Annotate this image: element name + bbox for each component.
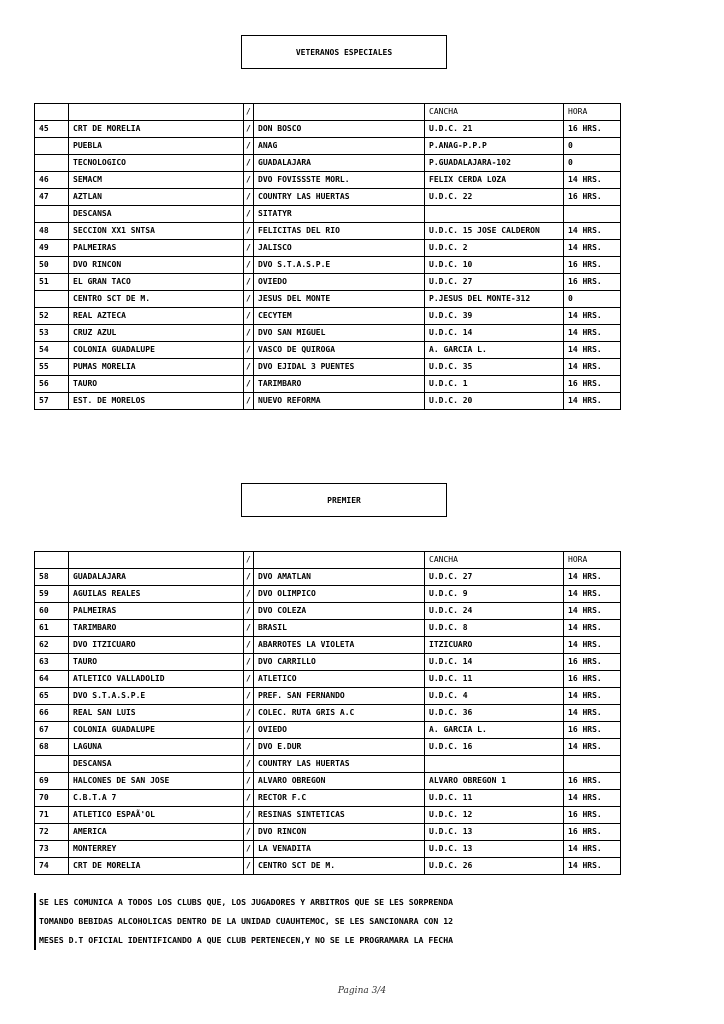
page-number: Pagina 3/4 [337,986,387,996]
cell-hora: 0 [564,291,621,308]
notice-line: MESES D.T OFICIAL IDENTIFICANDO A QUE CLUB PERTENECEN,Y NO SE LE PROGRAMARA LA FECHA [39,935,454,945]
cell-home: PALMEIRAS [69,240,244,257]
cell-cancha: P.ANAG-P.P.P [425,138,564,155]
cell-sep: / [244,739,254,756]
cell-cancha: U.D.C. 21 [425,121,564,138]
cell-hora: 16 HRS. [564,671,621,688]
table-row [35,807,621,824]
table-row [35,841,621,858]
cell-away: OVIEDO [254,722,425,739]
cell-away: DVO RINCON [254,824,425,841]
cell-cancha: U.D.C. 22 [425,189,564,206]
cell-home: LAGUNA [69,739,244,756]
cell-cancha: U.D.C. 11 [425,790,564,807]
cell-num [35,552,69,569]
table-row [35,223,621,240]
cell-hora: 14 HRS. [564,240,621,257]
cell-hora: 14 HRS. [564,308,621,325]
cell-cancha: U.D.C. 36 [425,705,564,722]
cell-sep: / [244,807,254,824]
cell-hora: 16 HRS. [564,376,621,393]
table-row [35,308,621,325]
cell-hora: 14 HRS. [564,620,621,637]
cell-cancha: ALVARO OBREGON 1 [425,773,564,790]
notice-text [34,893,599,950]
cell-hora: 14 HRS. [564,359,621,376]
cell-hora: 16 HRS. [564,274,621,291]
notice-line: TOMANDO BEBIDAS ALCOHOLICAS DENTRO DE LA UNIDAD CUAUHTEMOC, SE LES SANCIONARA CON 12 [39,916,454,926]
cell-home: CRUZ AZUL [69,325,244,342]
cell-hora: 16 HRS. [564,722,621,739]
table-row [35,257,621,274]
section-title-premier [241,483,447,517]
cell-sep: / [244,393,254,410]
cell-away: DVO SAN MIGUEL [254,325,425,342]
table-row [35,705,621,722]
cell-hora: 14 HRS. [564,705,621,722]
cell-away: ABARROTES LA VIOLETA [254,637,425,654]
cell-home: PALMEIRAS [69,603,244,620]
cell-cancha: FELIX CERDA LOZA [425,172,564,189]
table-row [35,586,621,603]
cell-num: 71 [35,807,69,824]
cell-away: COUNTRY LAS HUERTAS [254,189,425,206]
table-row [35,376,621,393]
cell-cancha: ITZICUARO [425,637,564,654]
cell-away: COLEC. RUTA GRIS A.C [254,705,425,722]
cell-num: 52 [35,308,69,325]
cell-away: LA VENADITA [254,841,425,858]
cell-home: SECCION XX1 SNTSA [69,223,244,240]
cell-away: CENTRO SCT DE M. [254,858,425,875]
cell-away: VASCO DE QUIROGA [254,342,425,359]
cell-hora [564,756,621,773]
cell-home: REAL AZTECA [69,308,244,325]
table-row [35,739,621,756]
cell-num [35,291,69,308]
cell-hora: 16 HRS. [564,807,621,824]
cell-hora: 16 HRS. [564,189,621,206]
cell-num: 73 [35,841,69,858]
section-title-text: VETERANOS ESPECIALES [295,47,393,57]
cell-num: 55 [35,359,69,376]
cell-sep: / [244,654,254,671]
cell-num: 48 [35,223,69,240]
table-row [35,325,621,342]
table-row [35,671,621,688]
cell-home: COLONIA GUADALUPE [69,342,244,359]
cell-home: DVO S.T.A.S.P.E [69,688,244,705]
table-row [35,393,621,410]
cell-num [35,138,69,155]
table-row [35,858,621,875]
table-header-row [35,104,621,121]
cell-home: CRT DE MORELIA [69,121,244,138]
cell-cancha: CANCHA [425,104,564,121]
cell-cancha: A. GARCIA L. [425,722,564,739]
cell-num: 66 [35,705,69,722]
cell-home: TECNOLOGICO [69,155,244,172]
cell-home: ATLETICO ESPAÃ'OL [69,807,244,824]
cell-home: PUEBLA [69,138,244,155]
cell-num: 61 [35,620,69,637]
cell-home: DVO ITZICUARO [69,637,244,654]
cell-away: COUNTRY LAS HUERTAS [254,756,425,773]
table-row [35,620,621,637]
cell-num: 64 [35,671,69,688]
cell-num: 56 [35,376,69,393]
cell-away: DVO OLIMPICO [254,586,425,603]
table-row [35,603,621,620]
cell-sep: / [244,257,254,274]
table-row [35,569,621,586]
table-row [35,240,621,257]
cell-away: DON BOSCO [254,121,425,138]
cell-cancha: U.D.C. 27 [425,569,564,586]
cell-hora: 14 HRS. [564,586,621,603]
cell-cancha: U.D.C. 24 [425,603,564,620]
cell-num: 65 [35,688,69,705]
cell-num: 50 [35,257,69,274]
cell-cancha: U.D.C. 14 [425,325,564,342]
cell-sep: / [244,274,254,291]
cell-away: DVO AMATLAN [254,569,425,586]
cell-sep: / [244,790,254,807]
cell-cancha: U.D.C. 27 [425,274,564,291]
cell-away: SITATYR [254,206,425,223]
section-title-text: PREMIER [327,495,361,505]
cell-home: CENTRO SCT DE M. [69,291,244,308]
cell-cancha: U.D.C. 16 [425,739,564,756]
cell-home: GUADALAJARA [69,569,244,586]
cell-sep: / [244,189,254,206]
cell-num [35,756,69,773]
cell-sep: / [244,172,254,189]
table-row [35,773,621,790]
cell-hora: 14 HRS. [564,841,621,858]
cell-hora: 14 HRS. [564,223,621,240]
cell-sep: / [244,671,254,688]
cell-num: 58 [35,569,69,586]
notice-line: SE LES COMUNICA A TODOS LOS CLUBS QUE, LOS JUGADORES Y ARBITROS QUE SE LES SORPRENDA [39,897,454,907]
cell-hora: 14 HRS. [564,688,621,705]
cell-num: 47 [35,189,69,206]
cell-sep: / [244,240,254,257]
cell-sep: / [244,308,254,325]
cell-away: BRASIL [254,620,425,637]
cell-home [69,104,244,121]
cell-home: CRT DE MORELIA [69,858,244,875]
table-row [35,359,621,376]
cell-hora: 16 HRS. [564,121,621,138]
cell-num: 63 [35,654,69,671]
cell-home: TAURO [69,376,244,393]
cell-sep: / [244,291,254,308]
table-row [35,637,621,654]
cell-sep: / [244,206,254,223]
cell-cancha: U.D.C. 4 [425,688,564,705]
table-row [35,155,621,172]
cell-home: EST. DE MORELOS [69,393,244,410]
cell-sep: / [244,756,254,773]
cell-hora: 14 HRS. [564,739,621,756]
cell-cancha [425,756,564,773]
cell-sep: / [244,223,254,240]
cell-sep: / [244,858,254,875]
cell-away [254,104,425,121]
cell-away: DVO FOVISSSTE MORL. [254,172,425,189]
cell-away [254,552,425,569]
cell-home: PUMAS MORELIA [69,359,244,376]
cell-hora: 14 HRS. [564,569,621,586]
cell-cancha: U.D.C. 14 [425,654,564,671]
cell-away: NUEVO REFORMA [254,393,425,410]
cell-hora: 0 [564,138,621,155]
table-row [35,121,621,138]
cell-cancha: U.D.C. 12 [425,807,564,824]
cell-num: 59 [35,586,69,603]
cell-away: ANAG [254,138,425,155]
cell-sep: / [244,586,254,603]
cell-num: 54 [35,342,69,359]
cell-away: DVO S.T.A.S.P.E [254,257,425,274]
cell-num [35,155,69,172]
cell-cancha: U.D.C. 9 [425,586,564,603]
cell-num: 53 [35,325,69,342]
cell-home: COLONIA GUADALUPE [69,722,244,739]
cell-sep: / [244,359,254,376]
cell-num: 60 [35,603,69,620]
cell-num: 72 [35,824,69,841]
cell-away: JESUS DEL MONTE [254,291,425,308]
cell-cancha [425,206,564,223]
cell-hora: HORA [564,552,621,569]
cell-home: MONTERREY [69,841,244,858]
cell-cancha: U.D.C. 35 [425,359,564,376]
cell-sep: / [244,552,254,569]
cell-away: DVO EJIDAL 3 PUENTES [254,359,425,376]
cell-away: GUADALAJARA [254,155,425,172]
cell-num: 45 [35,121,69,138]
cell-cancha: U.D.C. 1 [425,376,564,393]
cell-hora: 14 HRS. [564,393,621,410]
cell-num: 70 [35,790,69,807]
cell-hora: 16 HRS. [564,257,621,274]
cell-num: 74 [35,858,69,875]
cell-home: AGUILAS REALES [69,586,244,603]
cell-away: RECTOR F.C [254,790,425,807]
cell-sep: / [244,569,254,586]
cell-sep: / [244,325,254,342]
cell-cancha: U.D.C. 13 [425,841,564,858]
cell-num: 49 [35,240,69,257]
section-title-veteranos [241,35,447,69]
table-row [35,274,621,291]
cell-hora: 14 HRS. [564,342,621,359]
cell-home: DESCANSA [69,756,244,773]
cell-home: EL GRAN TACO [69,274,244,291]
schedule-table-veteranos [34,103,621,410]
cell-home [69,552,244,569]
cell-away: RESINAS SINTETICAS [254,807,425,824]
table-row [35,206,621,223]
table-row [35,172,621,189]
cell-home: TARIMBARO [69,620,244,637]
cell-cancha: A. GARCIA L. [425,342,564,359]
cell-cancha: U.D.C. 15 JOSE CALDERON [425,223,564,240]
cell-sep: / [244,342,254,359]
cell-away: OVIEDO [254,274,425,291]
cell-sep: / [244,138,254,155]
table-row [35,790,621,807]
cell-cancha: P.GUADALAJARA-102 [425,155,564,172]
cell-home: AMERICA [69,824,244,841]
cell-hora [564,206,621,223]
cell-num: 62 [35,637,69,654]
cell-away: ALVARO OBREGON [254,773,425,790]
cell-cancha: P.JESUS DEL MONTE-312 [425,291,564,308]
cell-home: DVO RINCON [69,257,244,274]
cell-away: TARIMBARO [254,376,425,393]
cell-cancha: U.D.C. 11 [425,671,564,688]
cell-hora: 16 HRS. [564,654,621,671]
cell-hora: 16 HRS. [564,824,621,841]
table-row [35,342,621,359]
cell-home: C.B.T.A 7 [69,790,244,807]
cell-sep: / [244,155,254,172]
cell-num: 51 [35,274,69,291]
cell-away: DVO COLEZA [254,603,425,620]
table-row [35,756,621,773]
cell-home: SEMACM [69,172,244,189]
cell-sep: / [244,603,254,620]
cell-cancha: U.D.C. 26 [425,858,564,875]
cell-home: REAL SAN LUIS [69,705,244,722]
cell-sep: / [244,637,254,654]
cell-away: CECYTEM [254,308,425,325]
cell-num: 68 [35,739,69,756]
table-header-row [35,552,621,569]
cell-sep: / [244,773,254,790]
table-row [35,654,621,671]
cell-cancha: CANCHA [425,552,564,569]
cell-cancha: U.D.C. 8 [425,620,564,637]
cell-hora: 0 [564,155,621,172]
cell-away: DVO CARRILLO [254,654,425,671]
cell-num [35,104,69,121]
table-row [35,189,621,206]
cell-hora: 14 HRS. [564,637,621,654]
table-row [35,688,621,705]
cell-hora: 14 HRS. [564,603,621,620]
cell-away: ATLETICO [254,671,425,688]
cell-hora: 14 HRS. [564,790,621,807]
table-row [35,291,621,308]
cell-num: 46 [35,172,69,189]
cell-sep: / [244,824,254,841]
cell-sep: / [244,722,254,739]
table-row [35,824,621,841]
cell-cancha: U.D.C. 10 [425,257,564,274]
cell-away: FELICITAS DEL RIO [254,223,425,240]
cell-home: ATLETICO VALLADOLID [69,671,244,688]
cell-home: HALCONES DE SAN JOSE [69,773,244,790]
table-row [35,722,621,739]
cell-cancha: U.D.C. 2 [425,240,564,257]
cell-hora: 14 HRS. [564,172,621,189]
cell-cancha: U.D.C. 20 [425,393,564,410]
cell-sep: / [244,688,254,705]
cell-num [35,206,69,223]
cell-sep: / [244,620,254,637]
cell-away: PREF. SAN FERNANDO [254,688,425,705]
cell-home: DESCANSA [69,206,244,223]
cell-home: TAURO [69,654,244,671]
cell-hora: 14 HRS. [564,858,621,875]
cell-hora: HORA [564,104,621,121]
cell-cancha: U.D.C. 39 [425,308,564,325]
cell-sep: / [244,121,254,138]
schedule-table-premier [34,551,621,875]
cell-cancha: U.D.C. 13 [425,824,564,841]
cell-home: AZTLAN [69,189,244,206]
cell-hora: 14 HRS. [564,325,621,342]
cell-hora: 16 HRS. [564,773,621,790]
cell-away: JALISCO [254,240,425,257]
cell-num: 57 [35,393,69,410]
cell-sep: / [244,376,254,393]
cell-num: 69 [35,773,69,790]
table-row [35,138,621,155]
cell-sep: / [244,104,254,121]
cell-sep: / [244,705,254,722]
cell-away: DVO E.DUR [254,739,425,756]
cell-sep: / [244,841,254,858]
cell-num: 67 [35,722,69,739]
